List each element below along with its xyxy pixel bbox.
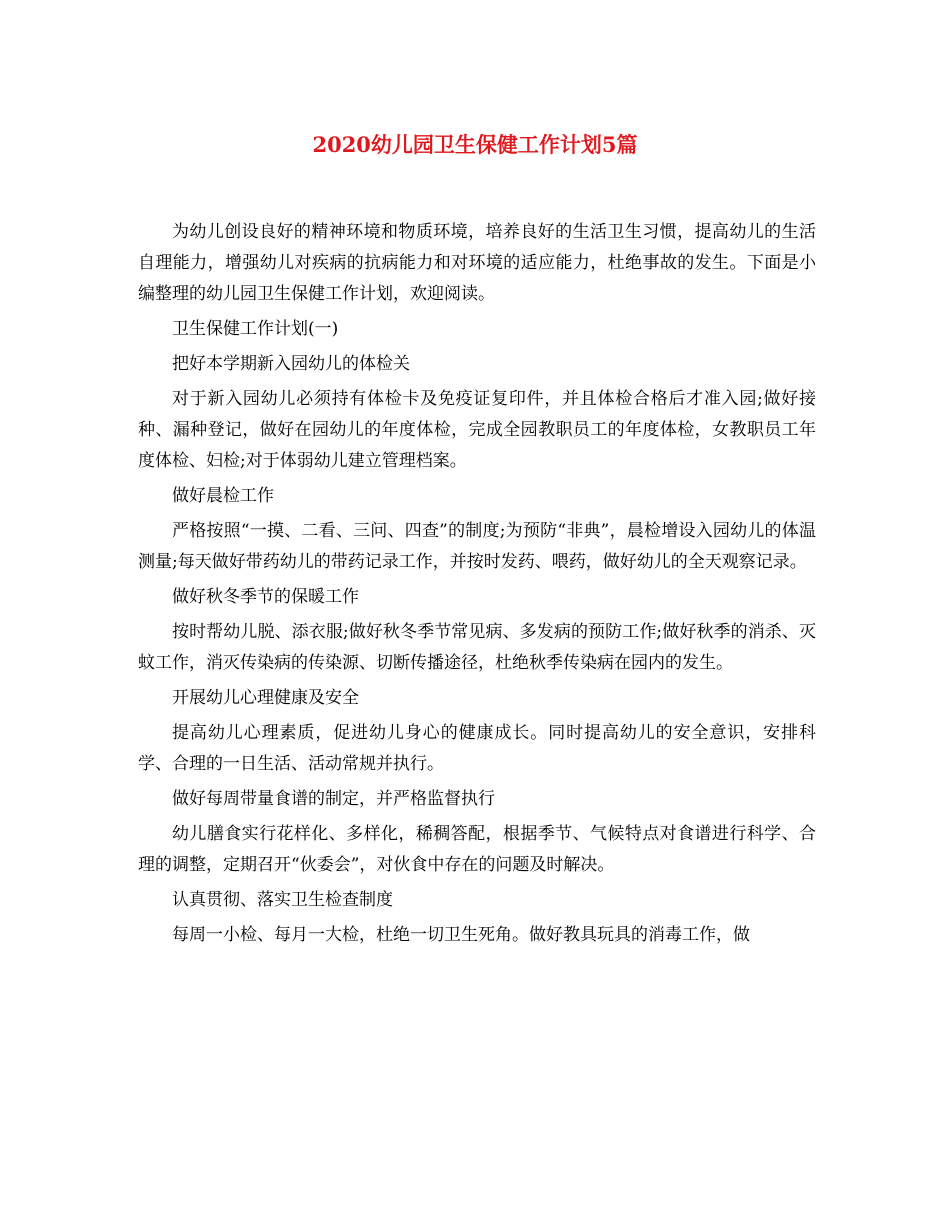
paragraph-warmth: 按时帮幼儿脱、添衣服;做好秋冬季节常见病、多发病的预防工作;做好秋季的消杀、灭蚊工作，消灭传染病的传染源、切断传播途径，杜绝秋季传染病在园内的发生。 xyxy=(138,622,816,673)
section-heading-new-student-checkup: 把好本学期新入园幼儿的体检关 xyxy=(172,354,410,374)
section-heading-warmth: 做好秋冬季节的保暖工作 xyxy=(172,587,359,607)
section-heading-morning-check: 做好晨检工作 xyxy=(172,486,274,506)
paragraph-hygiene-inspection: 每周一小检、每月一大检，杜绝一切卫生死角。做好教具玩具的消毒工作，做 xyxy=(172,925,750,945)
section-heading-hygiene-inspection: 认真贯彻、落实卫生检查制度 xyxy=(172,890,393,910)
section-heading-menu: 做好每周带量食谱的制定，并严格监督执行 xyxy=(172,789,495,809)
paragraph-intro: 为幼儿创设良好的精神环境和物质环境，培养良好的生活卫生习惯，提高幼儿的生活自理能力，增强幼儿对疾病的抗病能力和对环境的适应能力，杜绝事故的发生。下面是小编整理的幼儿园卫生保健工作计划，欢迎阅读。 xyxy=(138,222,816,304)
document-body xyxy=(138,217,816,955)
document-title: 2020幼儿园卫生保健工作计划5篇 xyxy=(312,132,638,157)
paragraph-mental-health: 提高幼儿心理素质，促进幼儿身心的健康成长。同时提高幼儿的安全意识，安排科学、合理的一日生活、活动常规并执行。 xyxy=(138,723,816,774)
section-heading-plan-one: 卫生保健工作计划(一) xyxy=(172,319,339,339)
paragraph-new-student-checkup: 对于新入园幼儿必须持有体检卡及免疫证复印件，并且体检合格后才准入园;做好接种、漏种登记，做好在园幼儿的年度体检，完成全园教职员工的年度体检，女教职员工年度体检、妇检;对于体弱幼儿建立管理档案。 xyxy=(138,389,816,471)
paragraph-morning-check: 严格按照“一摸、二看、三问、四查”的制度;为预防“非典”，晨检增设入园幼儿的体温测量;每天做好带药幼儿的带药记录工作，并按时发药、喂药，做好幼儿的全天观察记录。 xyxy=(138,521,816,572)
paragraph-menu: 幼儿膳食实行花样化、多样化，稀稠答配，根据季节、气候特点对食谱进行科学、合理的调整，定期召开“伙委会”，对伙食中存在的问题及时解决。 xyxy=(138,824,816,875)
section-heading-mental-health: 开展幼儿心理健康及安全 xyxy=(172,688,359,708)
